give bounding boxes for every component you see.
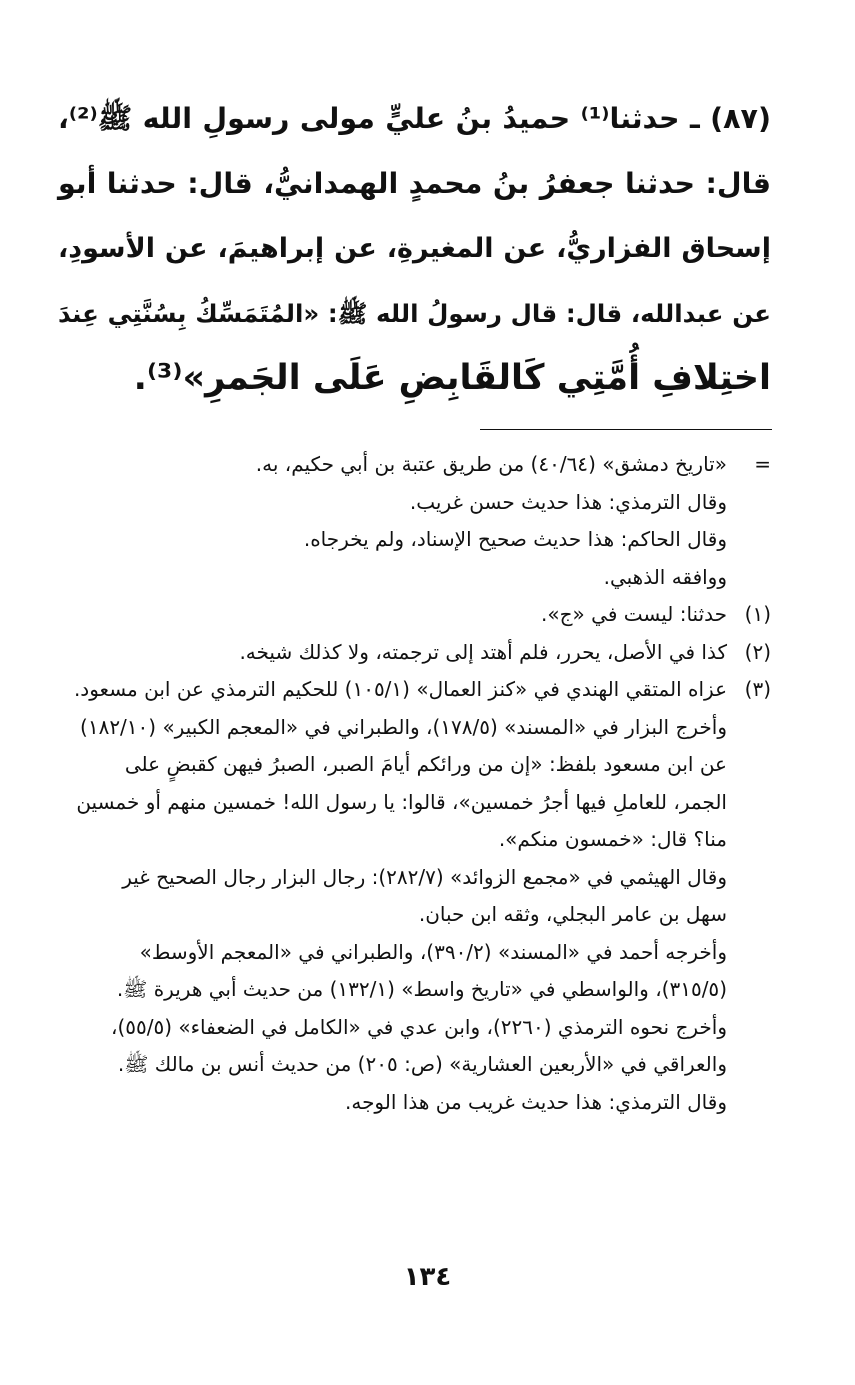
- footnote-marker: (٣): [744, 677, 771, 701]
- footnote-line: وقال الهيثمي في «مجمع الزوائد» (٢٨٢/٧): رجال البزار رجال الصحيح غير: [122, 864, 727, 889]
- footnote-marker: (١): [744, 602, 771, 626]
- footnote-line: سهل بن عامر البجلي، وثقه ابن حبان.: [418, 902, 727, 926]
- footnote-body: [64, 634, 727, 672]
- main-line: (٨٧) ـ حدثنا⁽¹⁾ حميدُ بنُ عليٍّ مولى رسولِ الله ﷺ⁽²⁾،: [58, 102, 771, 135]
- footnote-line: وقال الحاكم: هذا حديث صحيح الإسناد، ولم يخرجاه.: [303, 527, 727, 551]
- main-line: إسحاق الفزاريُّ، عن المغيرةِ، عن إبراهيمَ، عن الأسودِ،: [58, 233, 771, 264]
- footnote-line: «تاريخ دمشق» (٤٠/٦٤) من طريق عتبة بن أبي حكيم، به.: [255, 452, 727, 476]
- footnote-line: (٣١٥/٥)، والواسطي في «تاريخ واسط» (١٣٢/١) من حديث أبي هريرة ﷺ.: [116, 977, 727, 1001]
- footnote-2: [64, 634, 771, 672]
- footnote-line: وأخرجه أحمد في «المسند» (٣٩٠/٢)، والطبراني في «المعجم الأوسط»: [139, 939, 727, 964]
- footnote-body: [64, 671, 727, 709]
- footnote-line: ووافقه الذهبي.: [603, 564, 727, 589]
- footnote-separator: [480, 429, 772, 430]
- footnote-3: [64, 671, 771, 709]
- footnote-marker: =: [754, 452, 771, 476]
- footnote-line: وأخرج نحوه الترمذي (٢٢٦٠)، وابن عدي في «الكامل في الضعفاء» (٥٥/٥)،: [111, 1014, 727, 1039]
- main-line: عن عبدالله، قال: قال رسولُ الله ﷺ: «المُتَمَسِّكُ بِسُنَّتِي عِندَ: [58, 299, 771, 328]
- footnote-body: [64, 446, 727, 484]
- main-line: قال: حدثنا جعفرُ بنُ محمدٍ الهمدانيُّ، قال: حدثنا أبو: [58, 167, 771, 200]
- footnote-line: وأخرج البزار في «المسند» (١٧٨/٥)، والطبراني في «المعجم الكبير» (١٨٢/١٠): [80, 714, 727, 739]
- footnote-line: الجمر، للعاملِ فيها أجرُ خمسين»، قالوا: يا رسول الله! خمسين منهم أو خمسين: [76, 789, 727, 814]
- main-line: اختِلافِ أُمَّتِي كَالقَابِضِ عَلَى الجَمرِ»⁽³⁾.: [133, 358, 771, 398]
- footnote-3-extra: [64, 709, 771, 1122]
- footnote-line: وقال الترمذي: هذا حديث غريب من هذا الوجه.: [344, 1089, 727, 1114]
- footnote-body: [64, 596, 727, 634]
- footnote-line: عن ابن مسعود بلفظ: «إن من ورائكم أيامَ الصبر، الصبرُ فيهن كقبضٍ على: [124, 752, 727, 776]
- hadith-main-text: [58, 86, 771, 411]
- footnotes: [64, 446, 771, 1121]
- footnote-line: والعراقي في «الأربعين العشارية» (ص: ٢٠٥) من حديث أنس بن مالك ﷺ.: [117, 1052, 727, 1076]
- footnote-line: حدثنا: ليست في «ج».: [541, 602, 727, 626]
- footnote-line: عزاه المتقي الهندي في «كنز العمال» (١٠٥/١) للحكيم الترمذي عن ابن مسعود.: [73, 677, 727, 701]
- page-number: ١٣٤: [403, 1262, 452, 1292]
- footnote-marker: (٢): [744, 639, 771, 664]
- footnote-continuation-extra: [64, 484, 771, 597]
- footnote-continuation: [64, 446, 771, 484]
- footnote-line: كذا في الأصل، يحرر، فلم أهتد إلى ترجمته، ولا كذلك شيخه.: [239, 639, 727, 664]
- footnote-line: وقال الترمذي: هذا حديث حسن غريب.: [409, 489, 727, 514]
- footnote-line: منا؟ قال: «خمسون منكم».: [498, 827, 727, 851]
- footnote-1: [64, 596, 771, 634]
